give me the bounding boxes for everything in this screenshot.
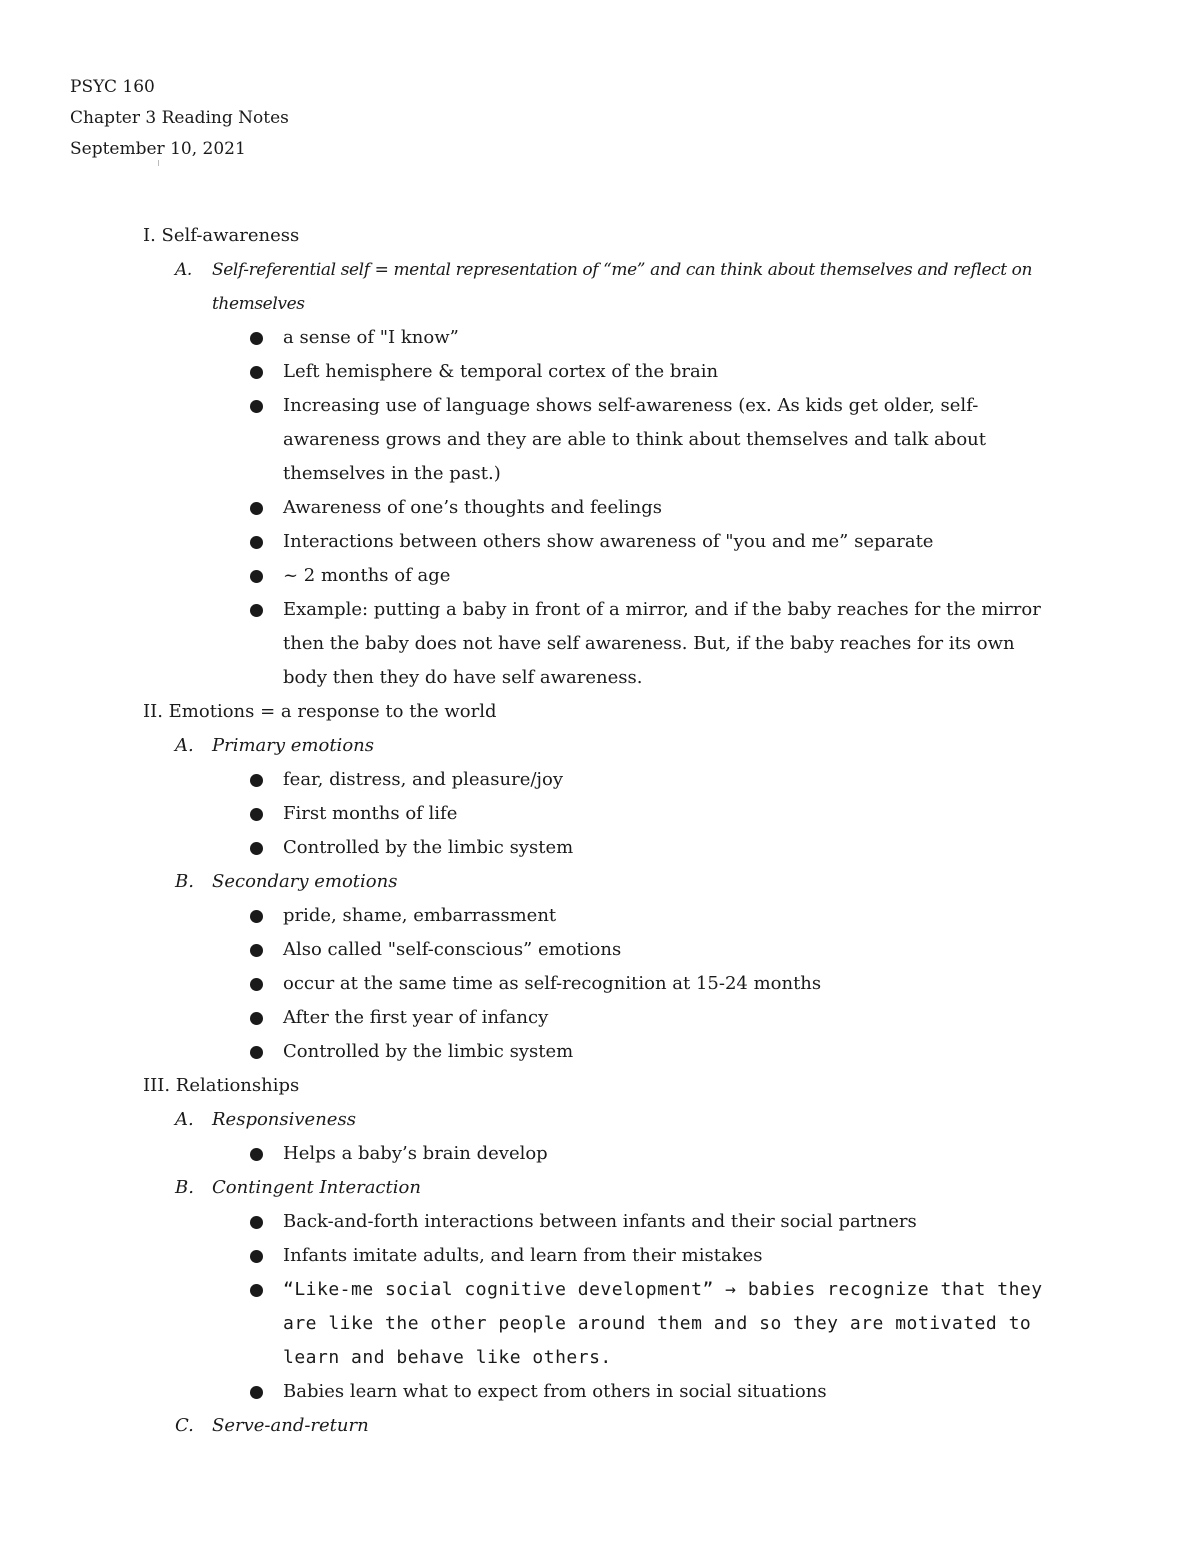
list-item bbox=[0, 1137, 1200, 1171]
document-header bbox=[70, 72, 289, 165]
list-item bbox=[0, 593, 1200, 695]
bullet-icon bbox=[250, 400, 263, 413]
bullet-icon bbox=[250, 774, 263, 787]
subsection-text: Serve-and-return bbox=[212, 1415, 369, 1436]
subsection-letter: B. bbox=[175, 871, 194, 892]
course-code: PSYC 160 bbox=[70, 77, 155, 97]
subsection bbox=[0, 253, 1200, 321]
bullet-icon bbox=[250, 1216, 263, 1229]
subsection-text: Secondary emotions bbox=[212, 871, 398, 892]
bullet-icon bbox=[250, 808, 263, 821]
list-item bbox=[0, 559, 1200, 593]
list-item bbox=[0, 525, 1200, 559]
list-item-text: After the first year of infancy bbox=[283, 1007, 549, 1028]
subsection bbox=[0, 1171, 1200, 1205]
subsection-letter: A. bbox=[175, 1109, 194, 1130]
bullet-icon bbox=[250, 332, 263, 345]
bullet-icon bbox=[250, 604, 263, 617]
list-item-text: First months of life bbox=[283, 803, 458, 824]
list-item bbox=[0, 1375, 1200, 1409]
list-item bbox=[0, 1273, 1200, 1375]
subsection-text: Primary emotions bbox=[212, 735, 374, 756]
bullet-icon bbox=[250, 570, 263, 583]
list-item-text: Controlled by the limbic system bbox=[283, 1041, 574, 1062]
list-item-text: Back-and-forth interactions between infants and their social partners bbox=[283, 1211, 917, 1232]
subsection bbox=[0, 1409, 1200, 1443]
list-item-text: Helps a baby’s brain develop bbox=[283, 1143, 548, 1164]
list-item bbox=[0, 899, 1200, 933]
list-item-text: Interactions between others show awareness of "you and me” separate bbox=[283, 531, 934, 552]
bullet-icon bbox=[250, 536, 263, 549]
bullet-icon bbox=[250, 842, 263, 855]
list-item-text: Increasing use of language shows self-awareness (ex. As kids get older, self-awareness grows and they are able to think about themselves and talk about themselves in the past.) bbox=[283, 395, 986, 484]
list-item-text: fear, distress, and pleasure/joy bbox=[283, 769, 564, 790]
list-item-text: Also called "self-conscious” emotions bbox=[283, 939, 622, 960]
list-item bbox=[0, 491, 1200, 525]
bullet-icon bbox=[250, 978, 263, 991]
bullet-icon bbox=[250, 1012, 263, 1025]
list-item-text: ~ 2 months of age bbox=[283, 565, 451, 586]
subsection-letter: C. bbox=[175, 1415, 194, 1436]
list-item-text: Babies learn what to expect from others in social situations bbox=[283, 1381, 827, 1402]
list-item-text: Infants imitate adults, and learn from their mistakes bbox=[283, 1245, 763, 1266]
list-item bbox=[0, 389, 1200, 491]
list-item-text: Awareness of one’s thoughts and feelings bbox=[283, 497, 662, 518]
list-item-text: Left hemisphere & temporal cortex of the brain bbox=[283, 361, 719, 382]
bullet-icon bbox=[250, 1250, 263, 1263]
document-date: September 10, 2021 bbox=[70, 139, 246, 159]
bullet-icon bbox=[250, 1386, 263, 1399]
subsection-text: Responsiveness bbox=[212, 1109, 356, 1130]
bullet-icon bbox=[250, 910, 263, 923]
list-item bbox=[0, 967, 1200, 1001]
list-item bbox=[0, 1205, 1200, 1239]
list-item-text: “Like-me social cognitive development” → babies recognize that they are like the other people around them and so they are motivated to learn and behave like others. bbox=[283, 1279, 1043, 1368]
list-item bbox=[0, 933, 1200, 967]
bullet-icon bbox=[250, 366, 263, 379]
bullet-icon bbox=[250, 1046, 263, 1059]
bullet-icon bbox=[250, 502, 263, 515]
list-item-text: pride, shame, embarrassment bbox=[283, 905, 557, 926]
subsection-text: Contingent Interaction bbox=[212, 1177, 421, 1198]
list-item bbox=[0, 763, 1200, 797]
list-item bbox=[0, 797, 1200, 831]
subsection bbox=[0, 865, 1200, 899]
document-title: Chapter 3 Reading Notes bbox=[70, 108, 289, 128]
list-item bbox=[0, 1035, 1200, 1069]
subsection-letter: A. bbox=[175, 260, 192, 280]
list-item bbox=[0, 1239, 1200, 1273]
bullet-icon bbox=[250, 944, 263, 957]
bullet-icon bbox=[250, 1284, 263, 1297]
list-item-text: a sense of "I know” bbox=[283, 327, 459, 348]
subsection bbox=[0, 1103, 1200, 1137]
list-item bbox=[0, 1001, 1200, 1035]
subsection bbox=[0, 729, 1200, 763]
section-heading: I. Self-awareness bbox=[143, 225, 300, 246]
list-item-text: Example: putting a baby in front of a mirror, and if the baby reaches for the mirror then the baby does not have self awareness. But, if the baby reaches for its own body then they do have self awareness. bbox=[283, 599, 1041, 688]
list-item-text: occur at the same time as self-recognition at 15-24 months bbox=[283, 973, 822, 994]
section-heading: III. Relationships bbox=[143, 1075, 300, 1096]
list-item bbox=[0, 831, 1200, 865]
list-item-text: Controlled by the limbic system bbox=[283, 837, 574, 858]
subsection-letter: A. bbox=[175, 735, 194, 756]
section-heading: II. Emotions = a response to the world bbox=[143, 701, 497, 722]
subsection-letter: B. bbox=[175, 1177, 194, 1198]
list-item bbox=[0, 321, 1200, 355]
subsection-text: Self-referential self = mental representation of “me” and can think about themselves and reflect on themselves bbox=[212, 260, 1033, 314]
stray-mark bbox=[158, 160, 159, 166]
list-item bbox=[0, 355, 1200, 389]
bullet-icon bbox=[250, 1148, 263, 1161]
notes-outline bbox=[0, 219, 1200, 1443]
